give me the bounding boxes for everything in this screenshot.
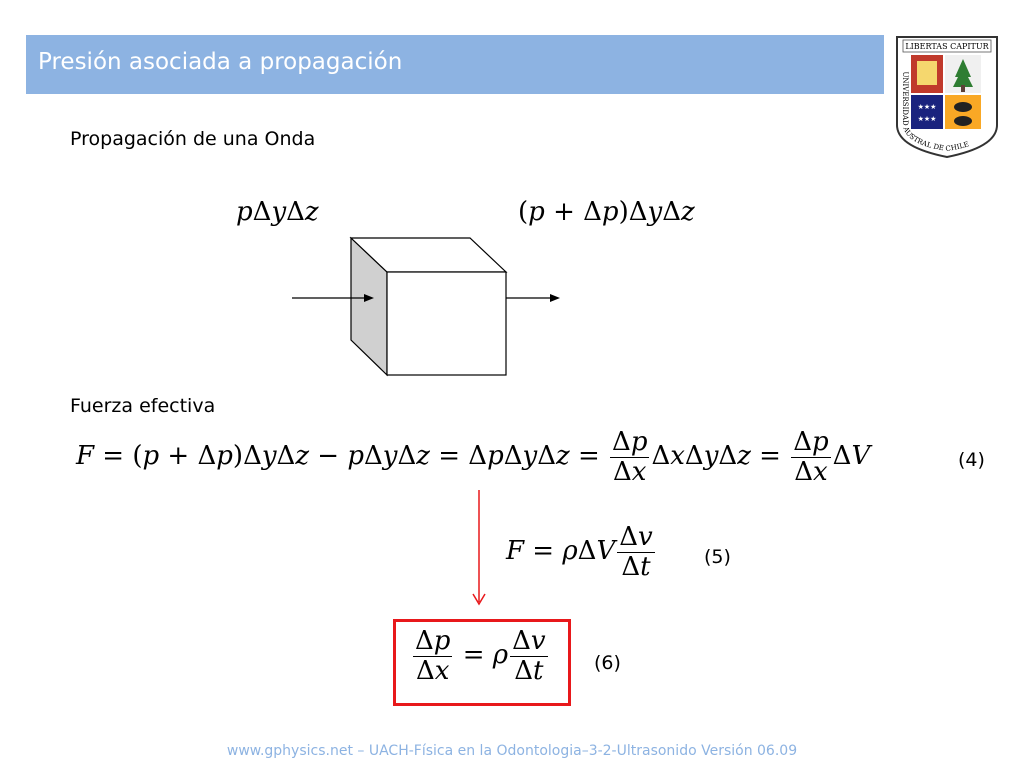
left-face-pressure-label: pΔyΔz <box>236 197 319 227</box>
equation-6: $\frac{\Delta p}{\Delta x}$ = ρ $\frac{\Delta v}{\Delta t}$ <box>415 626 546 686</box>
equation-6-number: (6) <box>594 652 621 674</box>
right-face-pressure-label: (p + Δp)ΔyΔz <box>518 197 695 227</box>
equation-4-number: (4) <box>958 449 985 471</box>
derivation-arrow <box>470 488 490 608</box>
volume-element-diagram <box>280 230 580 390</box>
svg-text:★★★: ★★★ <box>917 116 937 123</box>
svg-text:★★★: ★★★ <box>917 104 937 111</box>
university-crest-logo <box>893 33 1001 159</box>
crest-motto: LIBERTAS CAPITUR <box>905 42 989 51</box>
outgoing-arrow-head <box>550 294 560 302</box>
equation-5: F = ρΔV $\frac{\Delta v}{\Delta t}$ <box>506 522 653 582</box>
cube-front-face <box>387 272 506 375</box>
crest-name: UNIVERSIDAD AUSTRAL DE CHILE <box>901 71 970 154</box>
equation-5-number: (5) <box>704 546 731 568</box>
footer-credit: www.gphysics.net – UACH-Física en la Odontologia–3-2-Ultrasonido Versión 06.09 <box>226 743 798 759</box>
title-bar <box>26 35 884 94</box>
equation-4: F = (p + Δp)ΔyΔz − pΔyΔz = ΔpΔyΔz = $\frac{\Delta p}{\Delta x}$ ΔxΔyΔz = $\frac{\Delta p}{\Delta x}$ ΔV <box>76 427 871 487</box>
slide-title: Presión asociada a propagación <box>38 49 403 75</box>
effective-force-heading: Fuerza efectiva <box>70 395 216 417</box>
wave-propagation-heading: Propagación de una Onda <box>70 128 316 150</box>
